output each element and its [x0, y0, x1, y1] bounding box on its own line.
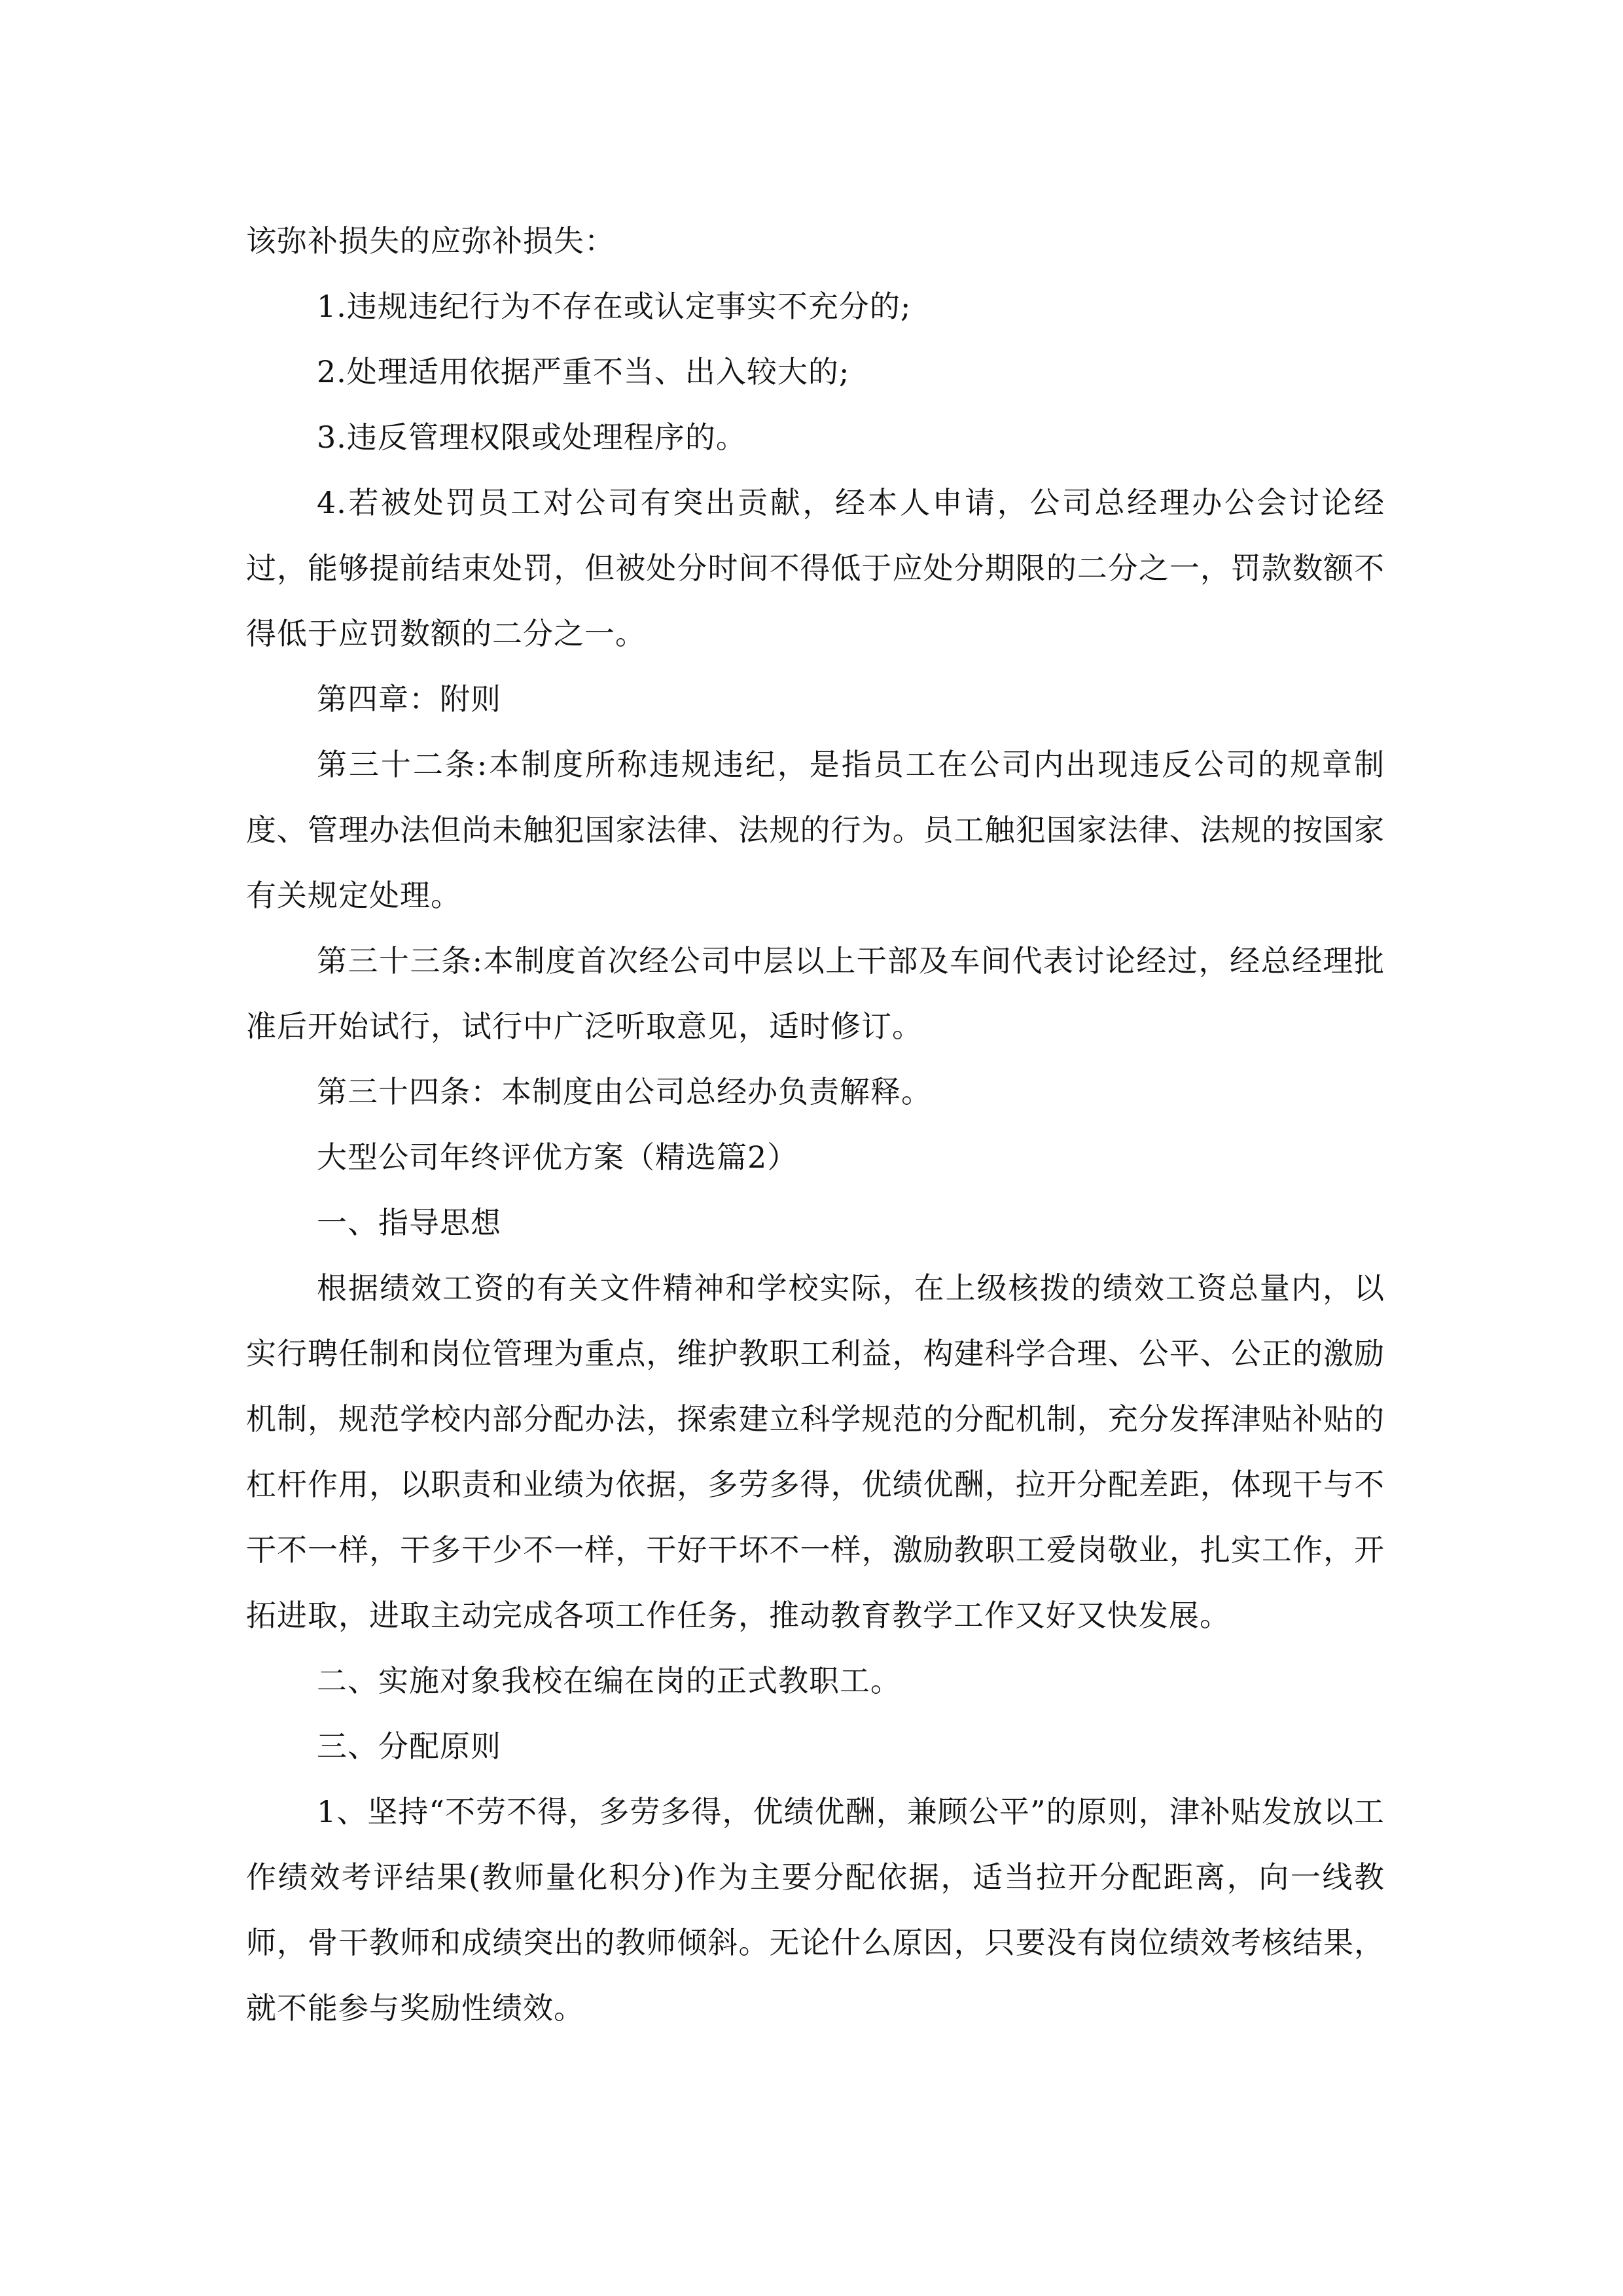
heading-distribution-principles: 三、分配原则	[317, 1729, 501, 1764]
heading-guiding-ideology: 一、指导思想	[317, 1205, 501, 1240]
paragraph-item-2: 2.处理适用依据严重不当、出入较大的;	[317, 354, 850, 389]
article-32: 第三十二条:本制度所称违规违纪，是指员工在公司内出现违反公司的规章制度、管理办法但尚未触犯国家法律、法规的行为。员工触犯国家法律、法规的按国家有关规定处理。	[246, 747, 1385, 913]
paragraph-item-4: 4.若被处罚员工对公司有突出贡献，经本人申请，公司总经理办公会讨论经过，能够提前结束处罚，但被处分时间不得低于应处分期限的二分之一，罚款数额不得低于应罚数额的二分之一。	[246, 485, 1385, 651]
section-title: 大型公司年终评优方案（精选篇2）	[317, 1139, 798, 1175]
article-34: 第三十四条：本制度由公司总经办负责解释。	[317, 1074, 932, 1109]
document-body	[246, 208, 1385, 2041]
heading-implementation-target: 二、实施对象我校在编在岗的正式教职工。	[317, 1663, 901, 1698]
paragraph-guiding-ideology: 根据绩效工资的有关文件精神和学校实际，在上级核拨的绩效工资总量内，以实行聘任制和岗位管理为重点，维护教职工利益，构建科学合理、公平、公正的激励机制，规范学校内部分配办法，探索建立科学规范的分配机制，充分发挥津贴补贴的杠杆作用，以职责和业绩为依据，多劳多得，优绩优酬，拉开分配差距，体现干与不干不一样，干多干少不一样，干好干坏不一样，激励教职工爱岗敬业，扎实工作，开拓进取，进取主动完成各项工作任务，推动教育教学工作又好又快发展。	[246, 1270, 1385, 1633]
paragraph-item-1: 1.违规违纪行为不存在或认定事实不充分的;	[317, 289, 912, 324]
paragraph-item-3: 3.违反管理权限或处理程序的。	[317, 420, 747, 455]
paragraph-principle-1: 1、坚持“不劳不得，多劳多得，优绩优酬，兼顾公平”的原则，津补贴发放以工作绩效考评结果(教师量化积分)作为主要分配依据，适当拉开分配距离，向一线教师，骨干教师和成绩突出的教师倾斜。无论什么原因，只要没有岗位绩效考核结果，就不能参与奖励性绩效。	[246, 1794, 1385, 2026]
chapter-heading: 第四章：附则	[317, 681, 501, 717]
paragraph-continuation: 该弥补损失的应弥补损失：	[246, 223, 615, 259]
article-33: 第三十三条:本制度首次经公司中层以上干部及车间代表讨论经过，经总经理批准后开始试行，试行中广泛听取意见，适时修订。	[246, 943, 1385, 1044]
